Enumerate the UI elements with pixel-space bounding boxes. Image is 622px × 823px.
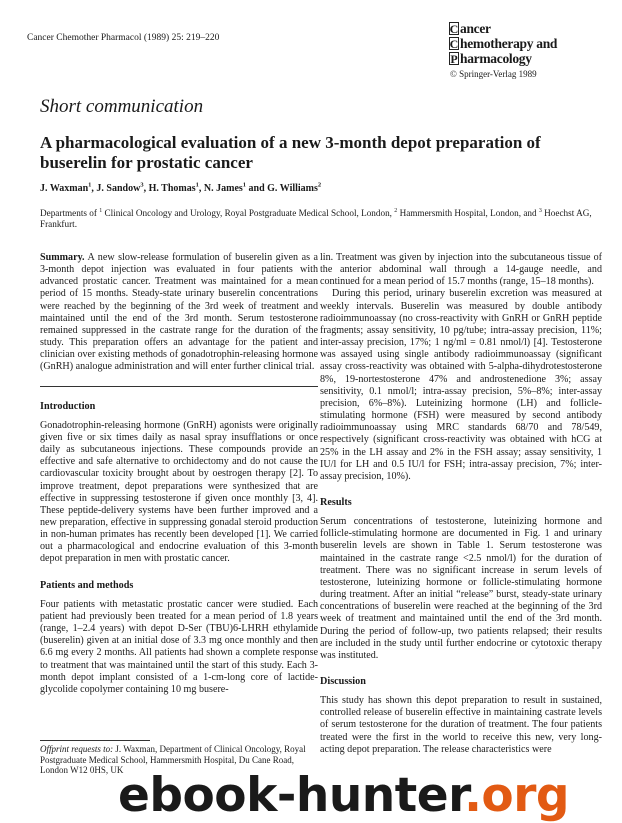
logo-word: hemotherapy and [460, 36, 558, 51]
affiliation-text: Hoechst AG, Frankfurt. [40, 208, 592, 229]
logo-initial: C [449, 36, 459, 51]
logo-line-pharmacology [449, 52, 609, 67]
left-column [40, 252, 318, 696]
logo-word: harmacology [460, 51, 532, 66]
summary-text: A new slow-release formulation of buserelin given as a 3-month depot injection was evaluated in four patients with advanced prostatic cancer. Treatment was maintained for a mean period of 15 months. Steady-state urinary buserelin concentrations were reached by the beginning of the 3rd week of treatment and maintained until the end of the 3rd month. Serum testosterone remained suppressed in the castrate range for the duration of the study. This preparation offers an advantage for the patient and clinician over existing methods of gonadotrophin-releasing hormone (GnRH) analogue administration and will enter further clinical trial. [40, 252, 318, 373]
summary-paragraph [40, 252, 318, 374]
author-name: J. Sandow [96, 183, 141, 194]
author-affiliation-mark: 1 [88, 181, 92, 189]
methods-paragraph: Four patients with metastatic prostatic cancer were studied. Each patient had previously been treated for a mean period of 1.8 years (range, 1–2.4 years) with depot D-Ser (TBU)6-LHRH ethylamide (buserelin) given at an initial dose of 3.3 mg once monthly and then 6.6 mg every 2 months. All patients had shown a complete response to treatment that was maintained until the start of this study. Each 3-month depot implant consisted of a 1-cm-long core of lactide-glycolide copolymer containing 10 mg busere- [40, 598, 318, 695]
affiliation-text: Clinical Oncology and Urology, Royal Postgraduate Medical School, London, [102, 208, 395, 218]
discussion-paragraph: This study has shown this depot preparation to result in sustained, controlled release of buserelin effective in maintaining castrate levels of serum testosterone for the duration of treatment. The four patients treated were the first in the world to receive this new, very long-acting depot preparation. The release characteristics were [320, 695, 602, 755]
author-name: J. Waxman [40, 183, 89, 194]
author-affiliation-mark: 2 [317, 181, 322, 189]
author-affiliation-mark: 3 [140, 181, 144, 189]
footnote-label: Offprint requests to: [40, 744, 114, 754]
affiliation-mark: 1 [99, 207, 103, 214]
logo-line-cancer [449, 22, 609, 37]
discussion-heading: Discussion [320, 676, 366, 687]
section-kind-label: Short communication [40, 96, 204, 117]
copyright-notice: © Springer-Verlag 1989 [450, 69, 537, 79]
introduction-paragraph: Gonadotrophin-releasing hormone (GnRH) agonists were originally given five or six times daily as nasal spray insufflations or once daily as subcutaneous injections. These compounds provide an effective and safe alternative to orchidectomy and do not cause the cardiovascular toxicity brought about by oestrogen therapy [2]. To improve treatment, depot preparations were synthesized that are effective in suppressing testosterone if given once monthly [3, 4]. These peptide-delivery systems have been further improved and a new preparation, effective in suppressing gonadal steroid production in non-human primates has recently been developed [1]. We carried out a pharmacological and endocrine evaluation of this 3-month depot preparation in men with prostatic cancer. [40, 419, 318, 565]
author-name: G. Williams [267, 183, 318, 194]
methods-heading: Patients and methods [40, 579, 134, 591]
watermark-main: ebook-hunter [118, 768, 465, 823]
affiliation-text: Hammersmith Hospital, London, and [397, 208, 539, 218]
assay-methods-paragraph: During this period, urinary buserelin excretion was measured at weekly intervals. Buserelin was measured by double antibody radioimmunoassay (no cross-reactivity with GnRH or GnRH peptide fragments; assay sensitivity, 10 pg/tube; intra-assay precision, 11%; inter-assay precision, 17%; 1 ng/ml = 0.81 nmol/l) [4]. Testosterone was assayed using single antibody radioimmunoassay (significant assay cross-reactivity was obtained with 5-alpha-dihydrotestosterone 8%, 19-nortestosterone 47% and androstenedione 3%; assay sensitivity, 0.1 nmol/l; intra-assay precision, 5%–8%; inter-assay precision, 6%–8%). Luteinizing hormone (LH) and follicle-stimulating hormone (FSH) were measured by second antibody radioimmunoassay using MRC standards 68/70 and 78/549, respectively (significant cross-reactivity was obtained with hCG at 25% in the LH assay and 2% in the FSH assay; assay sensitivity, 1 IU/l for LH and 0.5 IU/l for FSH; intra-assay precision, 7%; inter-assay precision, 10%). [320, 288, 602, 482]
article-title: A pharmacological evaluation of a new 3-month depot preparation of buserelin for prostatic cancer [40, 133, 541, 172]
results-heading: Results [320, 496, 352, 508]
author-list [40, 183, 321, 194]
affiliation-mark: 2 [394, 207, 398, 214]
author-separator: , [143, 183, 149, 194]
author-name: N. James [203, 183, 243, 194]
methods-continued-paragraph: lin. Treatment was given by injection into the subcutaneous tissue of the anterior abdominal wall through a 14-gauge needle, and continued for a mean period of 15.7 months (range, 15–18 months). [320, 252, 602, 288]
affiliation-mark: 3 [538, 207, 542, 214]
watermark-tld: .org [464, 768, 570, 823]
logo-line-chemotherapy [449, 37, 609, 52]
author-separator: , [91, 183, 97, 194]
results-paragraph: Serum concentrations of testosterone, luteinizing hormone and follicle-stimulating hormone are documented in Fig. 1 and urinary buserelin levels are shown in Table 1. Serum testosterone was maintained in the castrate range <2.5 nmol/l) for the duration of treatment. There was no significant increase in serum levels of testosterone, luteinizing hormone or follicle-stimulating hormone during treatment. After an initial “release” burst, steady-state urinary concentrations of buserelin were reached at the beginning of the 3rd week of treatment and maintained until the end of the 3rd month. During the period of follow-up, two patients relapsed; their results are included in the study until further endocrine or cytotoxic therapy was instituted. [320, 516, 602, 661]
affiliations [40, 208, 600, 230]
author-separator: , [198, 183, 204, 194]
logo-initial: P [450, 51, 458, 66]
summary-label: Summary. [40, 252, 85, 263]
logo-initial: C [449, 21, 459, 36]
footnote-divider [40, 740, 150, 741]
journal-logo [449, 22, 609, 79]
author-name: H. Thomas [148, 183, 196, 194]
footnote-text: J. Waxman, Department of Clinical Oncology, Royal Postgraduate Medical School, Hammersmith Hospital, Du Cane Road, London W12 0HS, UK [40, 744, 306, 775]
logo-word: ancer [460, 21, 491, 36]
author-separator: and [246, 183, 268, 194]
author-affiliation-mark: 1 [195, 181, 199, 189]
summary-divider [40, 386, 318, 387]
journal-citation: Cancer Chemother Pharmacol (1989) 25: 219–220 [27, 33, 220, 43]
watermark-logo [118, 768, 569, 823]
author-affiliation-mark: 1 [242, 181, 247, 189]
introduction-heading: Introduction [40, 400, 96, 412]
right-column [320, 252, 602, 756]
affiliation-text: Departments of [40, 208, 100, 218]
